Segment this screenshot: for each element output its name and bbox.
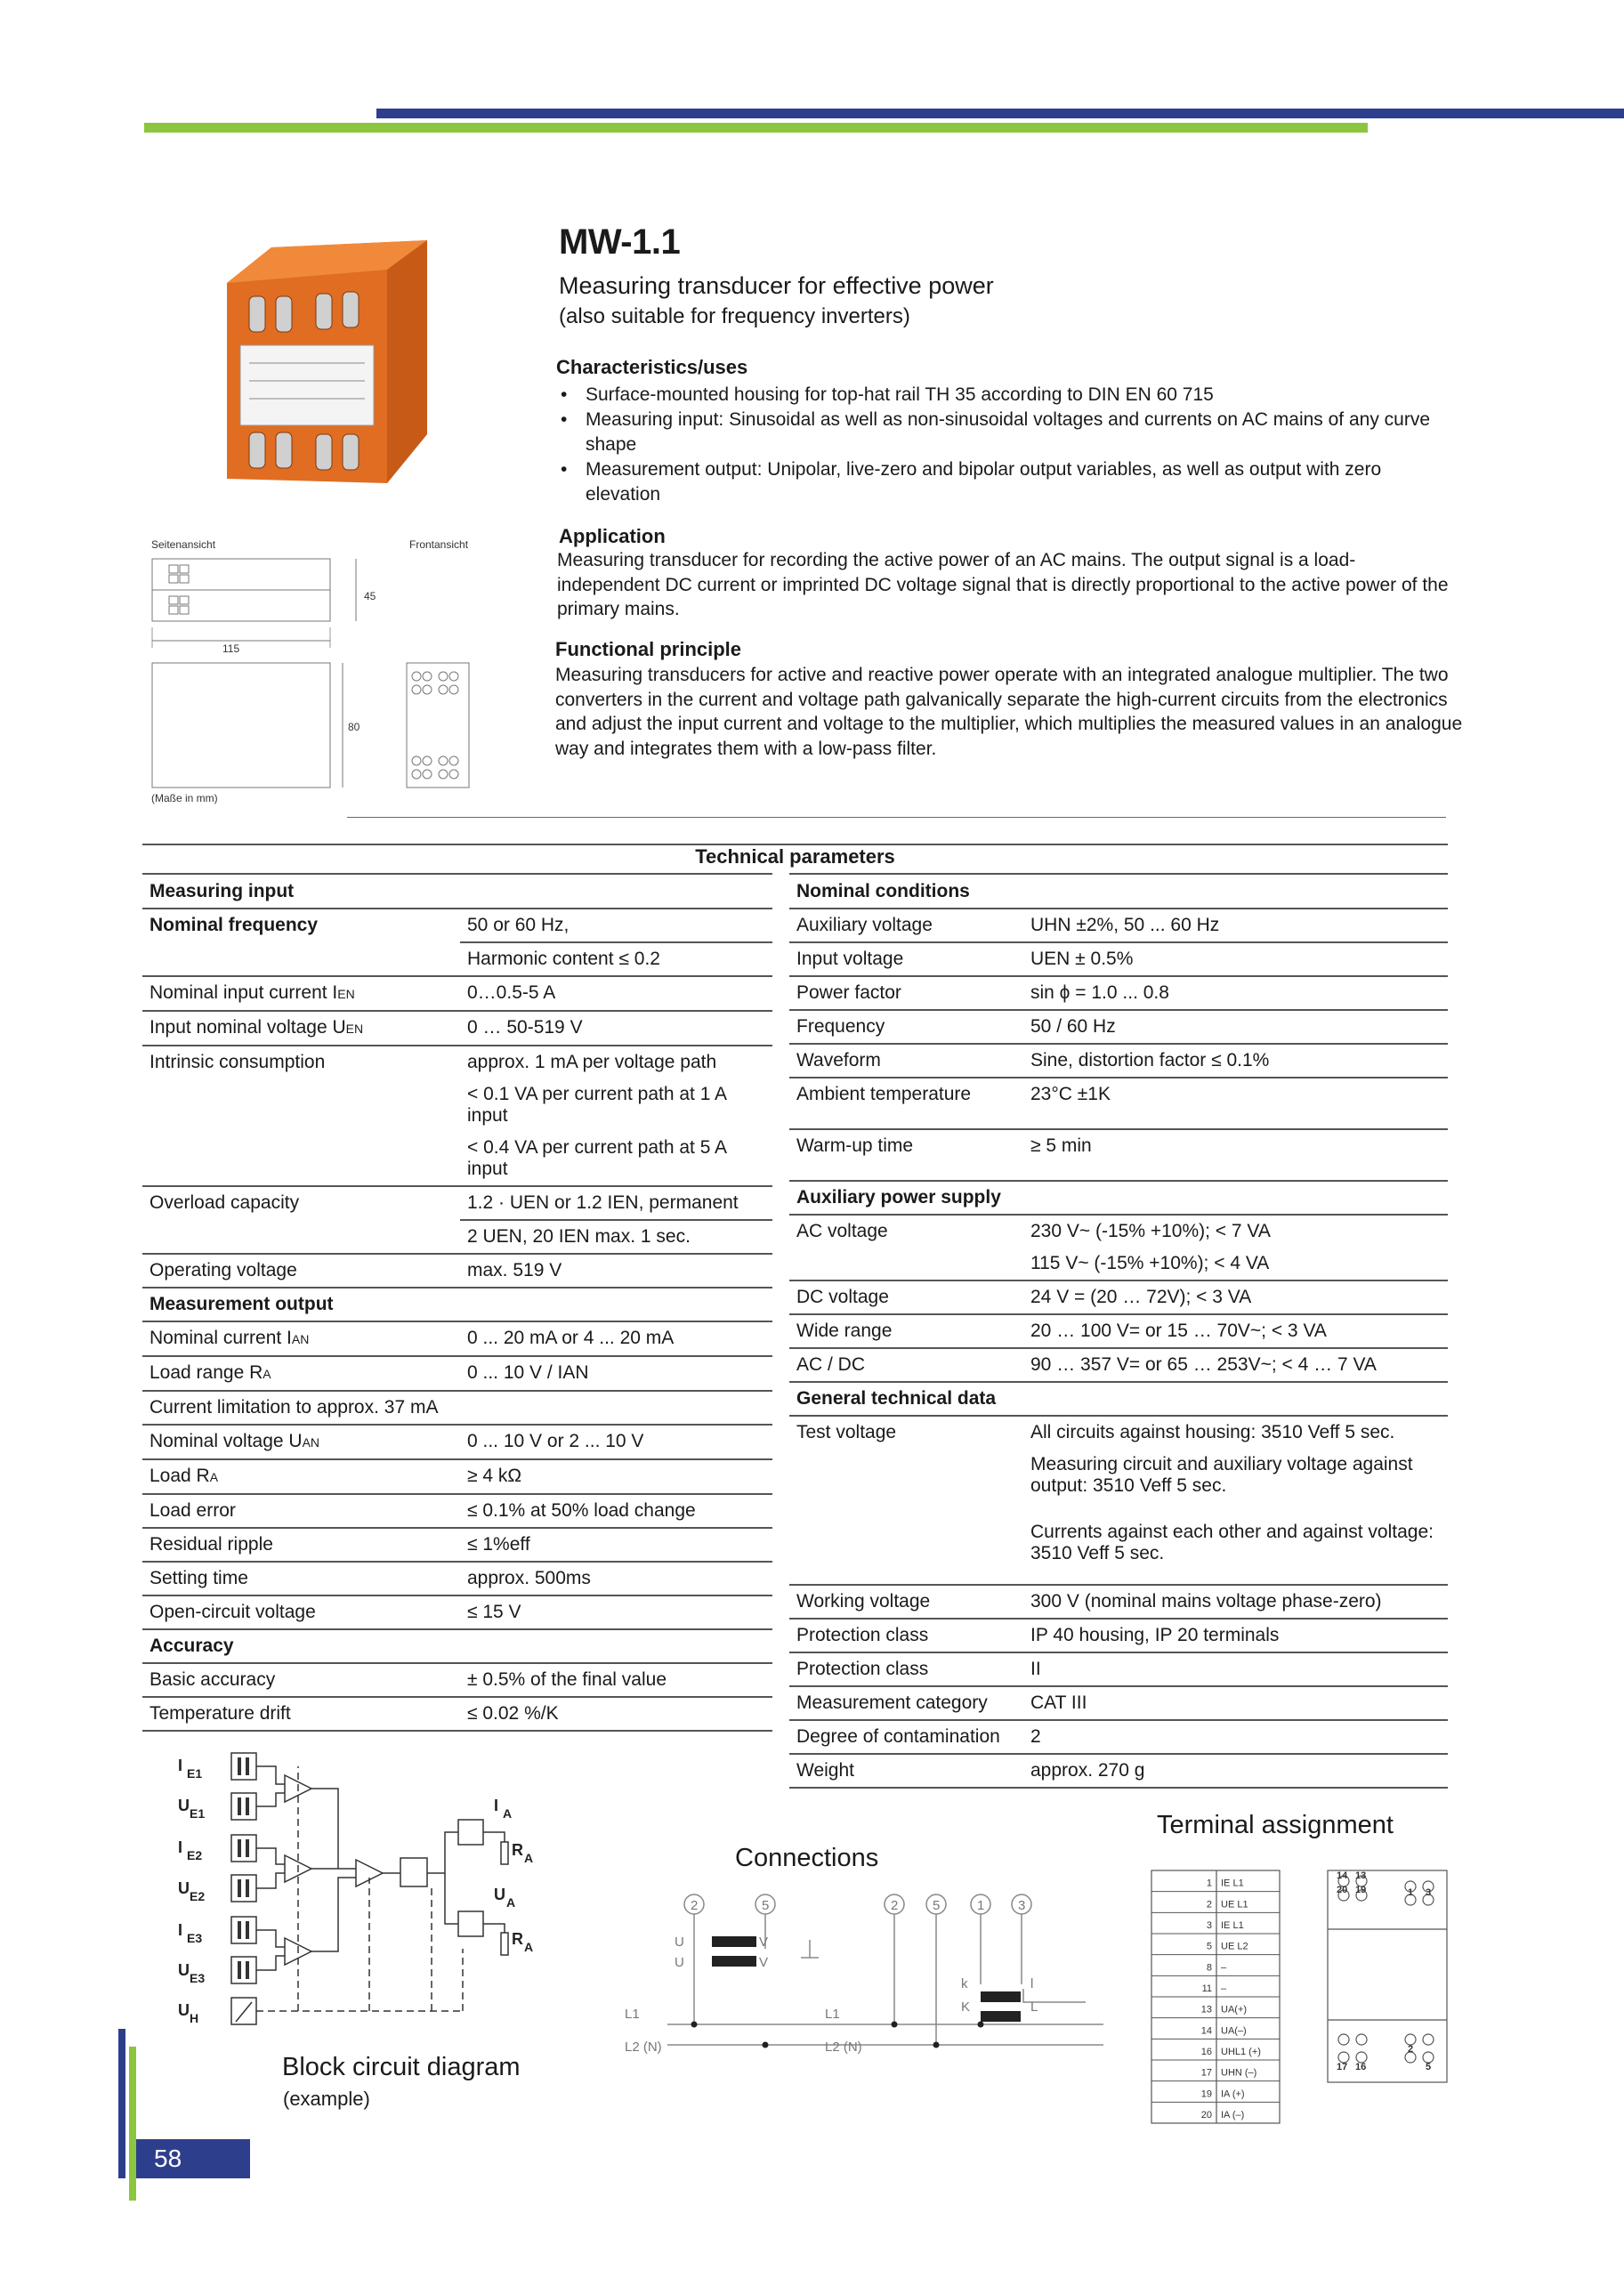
table-row — [142, 909, 772, 942]
terminal-number: 16 — [1200, 2047, 1212, 2057]
param-value: ≥ 4 kΩ — [460, 1459, 772, 1494]
table-row — [142, 1459, 772, 1494]
param-value: 50 / 60 Hz — [1023, 1010, 1448, 1044]
param-value: UEN ± 0.5% — [1023, 942, 1448, 976]
terminal-signal: UE L2 — [1221, 1941, 1248, 1952]
svg-text:1: 1 — [1408, 1887, 1414, 1898]
svg-text:V: V — [759, 1935, 769, 1950]
product-subtitle-note: (also suitable for frequency inverters) — [559, 304, 910, 328]
param-value: < 0.1 VA per current path at 1 A input — [467, 1084, 726, 1126]
param-value: Harmonic content ≤ 0.2 — [460, 942, 772, 976]
svg-text:19: 19 — [1355, 1885, 1367, 1895]
terminal-signal: – — [1221, 1983, 1227, 1994]
param-label: Waveform — [789, 1044, 1023, 1078]
param-value: 0 ... 10 V or 2 ... 10 V — [460, 1425, 772, 1459]
table-row — [789, 1686, 1448, 1720]
svg-text:U: U — [178, 1961, 190, 1979]
dim-80: 80 — [348, 721, 360, 733]
param-value: IP 40 housing, IP 20 terminals — [1023, 1619, 1448, 1652]
param-label: Protection class — [789, 1619, 1023, 1652]
side-view-label: Seitenansicht — [151, 538, 216, 551]
terminal-signal: IE L1 — [1221, 1920, 1244, 1931]
param-value: CAT III — [1023, 1686, 1448, 1720]
svg-text:20: 20 — [1337, 1885, 1348, 1895]
block-diagram-caption: Block circuit diagram — [282, 2053, 521, 2081]
svg-text:U: U — [178, 1797, 190, 1814]
table-row — [789, 1078, 1448, 1129]
param-value: ± 0.5% of the final value — [460, 1663, 772, 1697]
page-number: 58 — [136, 2139, 250, 2178]
characteristics-heading: Characteristics/uses — [556, 356, 748, 378]
svg-text:3: 3 — [1018, 1898, 1026, 1913]
svg-text:l: l — [1030, 1976, 1034, 1991]
product-subtitle: Measuring transducer for effective power — [559, 272, 994, 299]
table-row — [789, 1010, 1448, 1044]
param-label: Measurement category — [789, 1686, 1023, 1720]
table-row — [789, 1314, 1448, 1348]
section-heading: Nominal conditions — [789, 876, 1448, 909]
svg-text:k: k — [961, 1976, 968, 1991]
param-value: 2 — [1023, 1720, 1448, 1754]
table-row — [142, 1011, 772, 1046]
param-value: 20 … 100 V= or 15 … 70V~; < 3 VA — [1023, 1314, 1448, 1348]
table-row — [142, 1391, 772, 1425]
table-row — [142, 942, 772, 976]
param-value: approx. 270 g — [1023, 1754, 1448, 1788]
param-label: Nominal current IAN — [142, 1321, 460, 1356]
param-value: 115 V~ (-15% +10%); < 4 VA — [1023, 1248, 1448, 1280]
application-heading: Application — [559, 525, 666, 547]
param-value: ≤ 0.1% at 50% load change — [460, 1494, 772, 1528]
table-row — [142, 1425, 772, 1459]
terminal-number: 11 — [1201, 1983, 1212, 1994]
param-label: Setting time — [142, 1562, 460, 1595]
table-row — [789, 1416, 1448, 1449]
section-heading: General technical data — [789, 1382, 1448, 1416]
dim-115: 115 — [222, 642, 240, 655]
terminal-signal: UA(–) — [1221, 2025, 1247, 2037]
svg-text:H: H — [190, 2011, 199, 2025]
svg-text:I: I — [178, 1757, 183, 1774]
svg-text:13: 13 — [1355, 1870, 1367, 1881]
terminal-signal: – — [1221, 1962, 1227, 1974]
table-row — [142, 1494, 772, 1528]
section-heading: Auxiliary power supply — [789, 1181, 1448, 1215]
header-green-bar — [144, 123, 1368, 133]
svg-text:5: 5 — [1426, 2062, 1432, 2072]
divider — [789, 873, 1448, 875]
param-value: < 0.4 VA per current path at 5 A input — [460, 1132, 772, 1186]
units-note: (Maße in mm) — [151, 792, 218, 804]
table-row — [789, 1248, 1448, 1280]
svg-text:E3: E3 — [187, 1931, 203, 1945]
param-value: ≤ 15 V — [460, 1595, 772, 1629]
svg-text:L2 (N): L2 (N) — [825, 2040, 862, 2055]
param-label: Wide range — [789, 1314, 1023, 1348]
svg-text:U: U — [178, 2001, 190, 2019]
table-row — [789, 1449, 1448, 1516]
param-label: Weight — [789, 1754, 1023, 1788]
svg-text:U: U — [494, 1886, 505, 1903]
svg-text:I: I — [178, 1838, 183, 1856]
terminal-number: 5 — [1206, 1941, 1212, 1952]
param-label: Load error — [142, 1494, 460, 1528]
header-blue-bar — [376, 109, 1624, 118]
connections-diagram — [614, 1886, 1112, 2064]
front-view-label: Frontansicht — [409, 538, 469, 551]
svg-text:3: 3 — [1426, 1887, 1432, 1898]
param-value: ≥ 5 min — [1023, 1129, 1448, 1181]
table-row — [789, 1516, 1448, 1585]
param-value: All circuits against housing: 3510 Veff 5 sec. — [1030, 1422, 1395, 1442]
svg-text:17: 17 — [1337, 2062, 1348, 2072]
table-row — [789, 876, 1448, 909]
param-value: ≤ 0.02 %/K — [460, 1697, 772, 1731]
dimension-drawing — [147, 529, 485, 814]
param-label: Load range RA — [142, 1356, 460, 1391]
param-value: 24 V = (20 … 72V); < 3 VA — [1023, 1280, 1448, 1314]
table-row — [142, 1220, 772, 1254]
divider — [347, 817, 1446, 818]
param-value: UHN ±2%, 50 ... 60 Hz — [1023, 909, 1448, 942]
table-row — [789, 1619, 1448, 1652]
application-text: Measuring transducer for recording the active power of an AC mains. The output signal is a load-independent DC current or imprinted DC voltage signal that is directly proportional to the active power of the primary mains. — [557, 550, 1449, 619]
param-value: 1.2 · UEN or 1.2 IEN, permanent — [460, 1186, 772, 1220]
param-value: 23°C ±1K — [1023, 1078, 1448, 1129]
table-row — [142, 876, 772, 909]
svg-text:2: 2 — [1408, 2044, 1414, 2055]
param-label: Working voltage — [789, 1585, 1023, 1619]
param-value: 300 V (nominal mains voltage phase-zero) — [1023, 1585, 1448, 1619]
param-label: Test voltage — [796, 1422, 897, 1442]
param-label — [142, 942, 460, 976]
svg-text:I: I — [494, 1797, 499, 1814]
table-row — [789, 1585, 1448, 1619]
param-label: Input voltage — [789, 942, 1023, 976]
param-value: 0 ... 20 mA or 4 ... 20 mA — [460, 1321, 772, 1356]
param-value: Measuring circuit and auxiliary voltage against output: 3510 Veff 5 sec. — [1030, 1454, 1413, 1496]
param-label: Nominal voltage UAN — [142, 1425, 460, 1459]
svg-text:E2: E2 — [190, 1889, 206, 1903]
terminal-number: 17 — [1200, 2067, 1212, 2079]
svg-text:L1: L1 — [625, 2007, 640, 2022]
param-value: 90 … 357 V= or 65 … 253V~; < 4 … 7 VA — [1023, 1348, 1448, 1382]
svg-text:R: R — [512, 1930, 523, 1948]
table-row — [789, 1044, 1448, 1078]
param-value: 0…0.5-5 A — [460, 976, 772, 1011]
param-label: Load RA — [142, 1459, 460, 1494]
terminal-number: 19 — [1200, 2088, 1212, 2100]
table-row — [142, 1562, 772, 1595]
terminal-assignment-caption: Terminal assignment — [1157, 1811, 1394, 1839]
param-label: Degree of contamination — [789, 1720, 1023, 1754]
svg-text:L1: L1 — [825, 2007, 840, 2022]
table-row — [142, 976, 772, 1011]
product-photo — [218, 230, 432, 488]
connections-caption: Connections — [735, 1844, 879, 1872]
functional-heading: Functional principle — [555, 638, 742, 660]
param-label: Residual ripple — [142, 1528, 460, 1562]
right-parameters-table — [789, 876, 1448, 1789]
table-row — [142, 1288, 772, 1321]
list-item: • Measurement output: Unipolar, live-zero and bipolar output variables, as well as output with zero elevation — [559, 457, 1440, 507]
param-value: 0 ... 10 V / IAN — [460, 1356, 772, 1391]
table-row — [142, 1132, 772, 1186]
param-label: Protection class — [789, 1652, 1023, 1686]
param-label: Operating voltage — [142, 1254, 460, 1288]
table-row — [789, 976, 1448, 1010]
terminal-number: 8 — [1206, 1962, 1212, 1974]
svg-text:E1: E1 — [187, 1766, 203, 1781]
param-value: approx. 1 mA per voltage path — [467, 1052, 717, 1072]
dimension-lines — [147, 552, 485, 792]
svg-text:V: V — [759, 1955, 769, 1970]
left-parameters-table — [142, 876, 772, 1732]
side-blue-bar — [118, 2029, 125, 2178]
svg-text:1: 1 — [977, 1898, 985, 1913]
svg-text:R: R — [512, 1841, 523, 1859]
param-value: 2 UEN, 20 IEN max. 1 sec. — [460, 1220, 772, 1254]
terminal-front-view — [1326, 1869, 1450, 2084]
table-row — [142, 1528, 772, 1562]
param-value: approx. 500ms — [460, 1562, 772, 1595]
terminal-signal: IE L1 — [1221, 1878, 1244, 1889]
svg-text:5: 5 — [762, 1898, 770, 1913]
terminal-number: 2 — [1206, 1899, 1212, 1910]
param-label: Ambient temperature — [789, 1078, 1023, 1129]
svg-text:16: 16 — [1355, 2062, 1367, 2072]
terminal-signal: UHN (–) — [1221, 2067, 1257, 2079]
table-row — [142, 1078, 772, 1132]
table-row — [142, 1186, 772, 1220]
table-row — [789, 1280, 1448, 1314]
param-value: Sine, distortion factor ≤ 0.1% — [1023, 1044, 1448, 1078]
block-circuit-diagram — [165, 1744, 565, 2038]
terminal-signal: IA (–) — [1221, 2110, 1245, 2120]
svg-text:K: K — [961, 1999, 971, 2015]
param-label: Warm-up time — [789, 1129, 1023, 1181]
svg-text:L: L — [1030, 1999, 1038, 2015]
svg-text:2: 2 — [691, 1898, 699, 1913]
param-label: Nominal frequency — [149, 915, 319, 935]
table-row — [789, 1129, 1448, 1181]
param-label: Power factor — [789, 976, 1023, 1010]
table-row — [789, 1215, 1448, 1248]
svg-text:E3: E3 — [190, 1971, 206, 1985]
svg-text:U: U — [675, 1955, 684, 1970]
block-diagram-subcaption: (example) — [283, 2088, 370, 2110]
param-label: Auxiliary voltage — [789, 909, 1023, 942]
side-green-bar — [129, 2047, 136, 2201]
table-row — [142, 1254, 772, 1288]
svg-text:E2: E2 — [187, 1848, 203, 1862]
table-row — [142, 1629, 772, 1663]
svg-text:A: A — [503, 1806, 513, 1821]
svg-text:14: 14 — [1337, 1870, 1348, 1881]
terminal-number: 20 — [1200, 2110, 1212, 2120]
section-heading: Accuracy — [142, 1629, 772, 1663]
param-value: 50 or 60 Hz, — [460, 909, 772, 942]
terminal-number: 14 — [1200, 2025, 1212, 2037]
param-label: Current limitation to approx. 37 mA — [142, 1391, 772, 1425]
terminal-signal: UA(+) — [1221, 2004, 1248, 2015]
divider — [142, 873, 772, 875]
param-value: 230 V~ (-15% +10%); < 7 VA — [1030, 1221, 1271, 1241]
table-row — [789, 942, 1448, 976]
param-value: II — [1023, 1652, 1448, 1686]
param-label: Temperature drift — [142, 1697, 460, 1731]
param-label: AC voltage — [796, 1221, 888, 1241]
param-label: Intrinsic consumption — [149, 1052, 326, 1072]
characteristics-list — [559, 383, 1440, 507]
table-row — [142, 1356, 772, 1391]
svg-text:U: U — [178, 1879, 190, 1897]
table-row — [789, 1348, 1448, 1382]
table-row — [789, 909, 1448, 942]
section-heading: Measuring input — [142, 876, 772, 909]
technical-parameters-title: Technical parameters — [695, 845, 895, 868]
svg-text:E1: E1 — [190, 1806, 206, 1821]
table-row — [789, 1754, 1448, 1788]
functional-text: Measuring transducers for active and reactive power operate with an integrated analogue multiplier. The two converters in the current and voltage path galvanically separate the high-current circuits from the electronics and adjust the input current and voltage to the multiplier, which multiplies the measured values in an analogue way and integrates them with a low-pass filter. — [555, 665, 1463, 759]
param-label: Open-circuit voltage — [142, 1595, 460, 1629]
svg-text:A: A — [524, 1940, 534, 1954]
table-row — [789, 1382, 1448, 1416]
svg-text:L2 (N): L2 (N) — [625, 2040, 662, 2055]
terminal-number: 3 — [1206, 1920, 1212, 1931]
param-label: Nominal input current IEN — [142, 976, 460, 1011]
param-label: DC voltage — [789, 1280, 1023, 1314]
param-value: sin ϕ = 1.0 ... 0.8 — [1023, 976, 1448, 1010]
svg-text:U: U — [675, 1935, 684, 1950]
table-row — [789, 1652, 1448, 1686]
section-heading: Measurement output — [142, 1288, 772, 1321]
list-item: • Measuring input: Sinusoidal as well as non-sinusoidal voltages and currents on AC mains of any curve shape — [559, 408, 1440, 457]
param-label: Overload capacity — [149, 1192, 300, 1213]
param-label: Frequency — [789, 1010, 1023, 1044]
svg-text:I: I — [178, 1921, 183, 1939]
terminal-signal: UE L1 — [1221, 1899, 1248, 1910]
svg-text:A: A — [524, 1851, 534, 1865]
terminal-assignment-table — [1150, 1869, 1283, 2127]
param-label: Input nominal voltage UEN — [142, 1011, 460, 1046]
dim-45: 45 — [364, 590, 376, 602]
terminal-signal: UHL1 (+) — [1221, 2047, 1261, 2057]
param-value: max. 519 V — [460, 1254, 772, 1288]
terminal-signal: IA (+) — [1221, 2088, 1245, 2100]
svg-text:2: 2 — [891, 1898, 899, 1913]
list-item: • Surface-mounted housing for top-hat rail TH 35 according to DIN EN 60 715 — [559, 383, 1440, 408]
svg-text:5: 5 — [933, 1898, 941, 1913]
table-row — [789, 1720, 1448, 1754]
product-title: MW-1.1 — [559, 222, 681, 262]
table-row — [142, 1321, 772, 1356]
table-row — [142, 1046, 772, 1078]
param-label: Basic accuracy — [142, 1663, 460, 1697]
param-value: ≤ 1%eff — [460, 1528, 772, 1562]
table-row — [789, 1181, 1448, 1215]
terminal-number: 1 — [1206, 1878, 1212, 1889]
svg-text:A: A — [506, 1895, 516, 1910]
table-row — [142, 1697, 772, 1731]
table-row — [142, 1595, 772, 1629]
param-value: 0 … 50-519 V — [460, 1011, 772, 1046]
table-row — [142, 1663, 772, 1697]
param-label: AC / DC — [789, 1348, 1023, 1382]
terminal-number: 13 — [1200, 2004, 1212, 2015]
param-value: Currents against each other and against voltage: 3510 Veff 5 sec. — [1023, 1516, 1448, 1585]
